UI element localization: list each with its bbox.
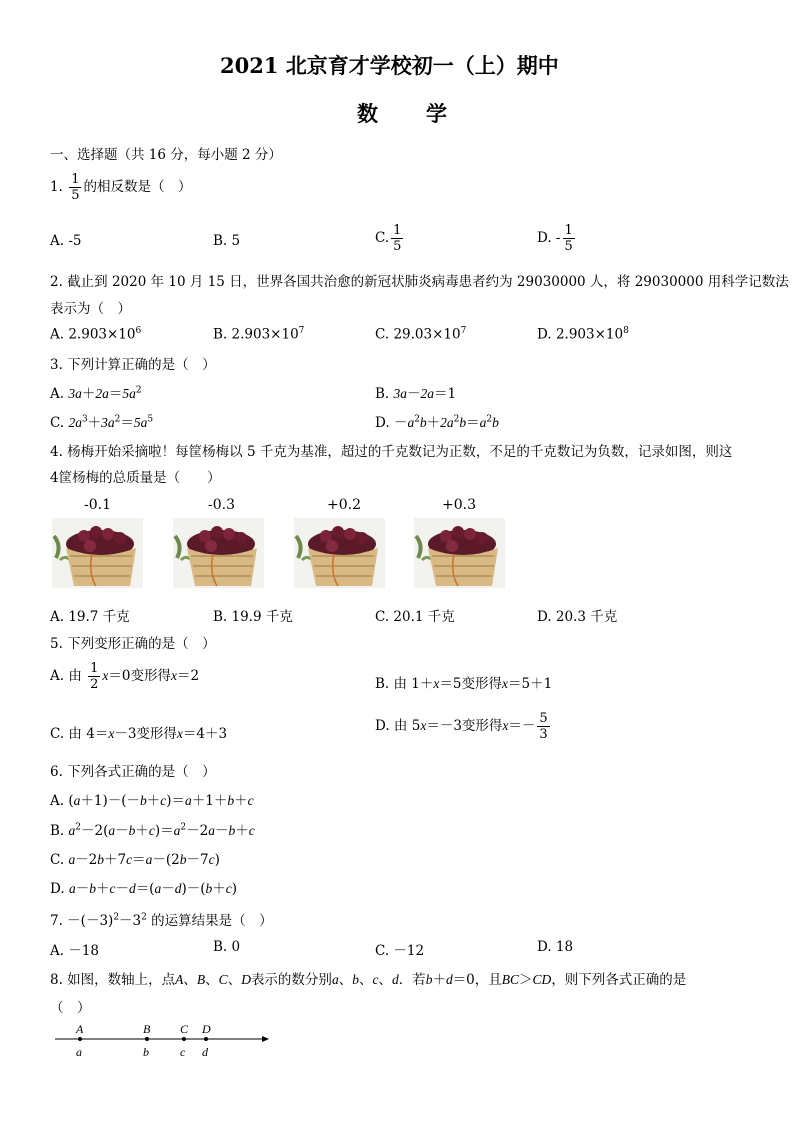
- question-8-line1: 8. 如图，数轴上，点A、B、C、D表示的数分别a、b、c、d．若b＋d＝0，且BC＞CD，则下列各式正确的是: [50, 972, 687, 988]
- basket-label-2: -0.3: [208, 497, 235, 513]
- point-label-a-upper: A: [76, 1022, 84, 1036]
- option-7c[interactable]: C. －12: [375, 943, 425, 959]
- option-3d[interactable]: D. $-a^2b+2a^2b=a^2b$: [375, 414, 499, 431]
- question-8-line2: （ ）: [50, 1000, 91, 1016]
- option-2b[interactable]: B. $2.903\times 10^7$: [213, 326, 305, 343]
- point-label-a-lower: a: [76, 1045, 82, 1059]
- question-4-line1: 4. 杨梅开始采摘啦！每筐杨梅以 5 千克为基准，超过的千克数记为正数，不足的千克数记为负数，记录如图，则这: [50, 444, 733, 460]
- point-label-c-upper: C: [180, 1022, 189, 1036]
- page-title: 2021 北京育才学校初一（上）期中: [220, 53, 559, 78]
- bayberry-basket-image: [414, 518, 505, 588]
- point-label-b-lower: b: [143, 1045, 149, 1059]
- option-2d[interactable]: D. $2.903\times 10^8$: [537, 326, 629, 343]
- option-1a[interactable]: A. -5: [50, 233, 82, 249]
- point-label-d-lower: d: [202, 1045, 208, 1059]
- option-5d[interactable]: D. 由 5x＝－3变形得x＝－ $\frac{5}{3}$: [375, 711, 548, 742]
- option-5a[interactable]: A. 由 $\frac{1}{2}$ x＝0变形得x＝2: [50, 661, 200, 692]
- option-3b[interactable]: B. 3a－2a＝1: [375, 386, 457, 402]
- number-line: [50, 1020, 275, 1065]
- question-6: 6. 下列各式正确的是（ ）: [50, 764, 216, 780]
- question-3: 3. 下列计算正确的是（ ）: [50, 357, 216, 373]
- basket-label-4: +0.3: [442, 497, 476, 513]
- option-7b[interactable]: B. 0: [213, 939, 241, 955]
- point-label-b-upper: B: [143, 1022, 151, 1036]
- option-7d[interactable]: D. 18: [537, 939, 574, 955]
- option-1c[interactable]: C. $\frac{1}{5}$: [375, 223, 402, 254]
- option-1d[interactable]: D. - $\frac{1}{5}$: [537, 223, 573, 254]
- option-6d[interactable]: D. a－b＋c－d＝(a－d)－(b＋c): [50, 881, 238, 897]
- option-4d[interactable]: D. 20.3 千克: [537, 609, 618, 625]
- bayberry-basket-image: [294, 518, 385, 588]
- question-1: 1. $\frac{1}{5}$ 的相反数是（ ）: [50, 172, 192, 203]
- basket-label-1: -0.1: [84, 497, 111, 513]
- subject-title: 数 学: [357, 101, 449, 126]
- option-6b[interactable]: B. $a^2-2(a-b+c)=a^2-2a-b+c$: [50, 822, 255, 839]
- option-4b[interactable]: B. 19.9 千克: [213, 609, 293, 625]
- option-2c[interactable]: C. $29.03\times 10^7$: [375, 326, 467, 343]
- option-3a[interactable]: A. $3a+2a=5a^2$: [50, 385, 142, 402]
- option-6a[interactable]: A. (a＋1)－(－b＋c)＝a＋1＋b＋c: [50, 793, 254, 809]
- option-5c[interactable]: C. 由 4＝x－3变形得x＝4＋3: [50, 726, 228, 742]
- point-label-d-upper: D: [202, 1022, 211, 1036]
- option-6c[interactable]: C. a－2b＋7c＝a－(2b－7c): [50, 852, 220, 868]
- option-2a[interactable]: A. $2.903\times 10^6$: [50, 326, 142, 343]
- option-7a[interactable]: A. －18: [50, 943, 100, 959]
- basket-label-3: +0.2: [327, 497, 361, 513]
- point-label-c-lower: c: [180, 1045, 186, 1059]
- option-5b[interactable]: B. 由 1＋x＝5变形得x＝5＋1: [375, 676, 553, 692]
- section-heading: 一、选择题（共 16 分，每小题 2 分）: [50, 147, 282, 163]
- bayberry-basket-image: [173, 518, 264, 588]
- fraction: $\frac{1}{5}$: [71, 172, 80, 203]
- question-2-line2: 表示为（ ）: [50, 301, 131, 317]
- option-4c[interactable]: C. 20.1 千克: [375, 609, 455, 625]
- question-2-line1: 2. 截止到 2020 年 10 月 15 日，世界各国共治愈的新冠状肺炎病毒患者约为 29030000 人，将 29030000 用科学记数法: [50, 274, 789, 290]
- bayberry-basket-image: [52, 518, 143, 588]
- option-4a[interactable]: A. 19.7 千克: [50, 609, 130, 625]
- option-1b[interactable]: B. 5: [213, 233, 241, 249]
- option-3c[interactable]: C. $2a^3+3a^2=5a^5$: [50, 414, 154, 431]
- question-7: 7. $-(-3)^2-3^2$ 的运算结果是（ ）: [50, 912, 273, 929]
- question-5: 5. 下列变形正确的是（ ）: [50, 636, 216, 652]
- question-4-line2: 4筐杨梅的总质量是（ ）: [50, 470, 221, 486]
